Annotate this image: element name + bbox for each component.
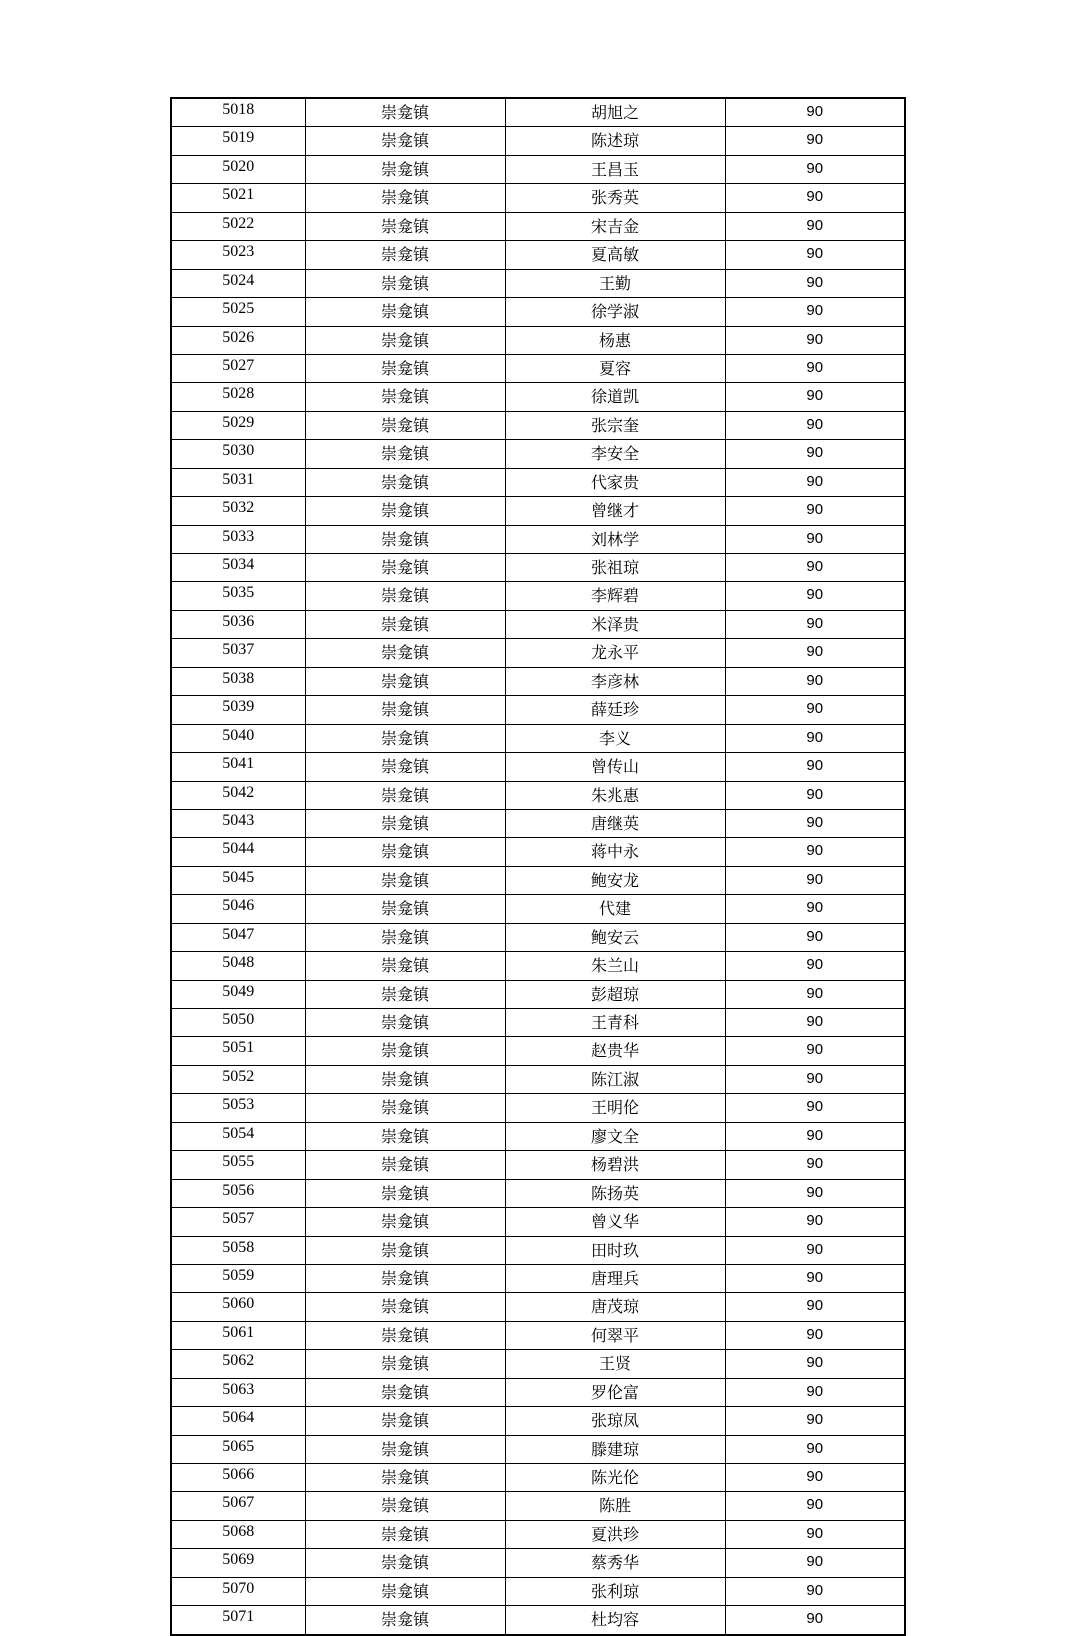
row-number-cell: 5021 bbox=[171, 184, 305, 212]
town-cell: 崇龛镇 bbox=[305, 554, 505, 582]
person-name-cell: 李安全 bbox=[505, 440, 725, 468]
score-cell: 90 bbox=[725, 326, 905, 354]
table-row bbox=[171, 753, 905, 781]
score-cell: 90 bbox=[725, 753, 905, 781]
town-cell: 崇龛镇 bbox=[305, 1122, 505, 1150]
person-name-cell: 王明伦 bbox=[505, 1094, 725, 1122]
score-cell: 90 bbox=[725, 1350, 905, 1378]
row-number-cell: 5053 bbox=[171, 1094, 305, 1122]
row-number-cell: 5020 bbox=[171, 155, 305, 183]
score-cell: 90 bbox=[725, 1037, 905, 1065]
person-name-cell: 唐理兵 bbox=[505, 1264, 725, 1292]
town-cell: 崇龛镇 bbox=[305, 1549, 505, 1577]
row-number-cell: 5034 bbox=[171, 554, 305, 582]
score-cell: 90 bbox=[725, 1549, 905, 1577]
score-cell: 90 bbox=[725, 1492, 905, 1520]
town-cell: 崇龛镇 bbox=[305, 1606, 505, 1635]
town-cell: 崇龛镇 bbox=[305, 1009, 505, 1037]
town-cell: 崇龛镇 bbox=[305, 1378, 505, 1406]
table-row bbox=[171, 1606, 905, 1635]
table-row bbox=[171, 838, 905, 866]
person-name-cell: 张琼凤 bbox=[505, 1407, 725, 1435]
table-row bbox=[171, 184, 905, 212]
town-cell: 崇龛镇 bbox=[305, 639, 505, 667]
town-cell: 崇龛镇 bbox=[305, 582, 505, 610]
score-cell: 90 bbox=[725, 1065, 905, 1093]
table-row bbox=[171, 1407, 905, 1435]
table-row bbox=[171, 1065, 905, 1093]
table-row bbox=[171, 1208, 905, 1236]
town-cell: 崇龛镇 bbox=[305, 1179, 505, 1207]
score-cell: 90 bbox=[725, 155, 905, 183]
town-cell: 崇龛镇 bbox=[305, 667, 505, 695]
table-row bbox=[171, 269, 905, 297]
person-name-cell: 蔡秀华 bbox=[505, 1549, 725, 1577]
town-cell: 崇龛镇 bbox=[305, 1520, 505, 1548]
row-number-cell: 5068 bbox=[171, 1520, 305, 1548]
town-cell: 崇龛镇 bbox=[305, 98, 505, 127]
town-cell: 崇龛镇 bbox=[305, 952, 505, 980]
table-row bbox=[171, 667, 905, 695]
town-cell: 崇龛镇 bbox=[305, 838, 505, 866]
person-name-cell: 朱兆惠 bbox=[505, 781, 725, 809]
row-number-cell: 5055 bbox=[171, 1151, 305, 1179]
person-name-cell: 杨惠 bbox=[505, 326, 725, 354]
table-row bbox=[171, 724, 905, 752]
town-cell: 崇龛镇 bbox=[305, 980, 505, 1008]
person-name-cell: 鲍安龙 bbox=[505, 866, 725, 894]
town-cell: 崇龛镇 bbox=[305, 1236, 505, 1264]
table-row bbox=[171, 809, 905, 837]
town-cell: 崇龛镇 bbox=[305, 1094, 505, 1122]
table-row bbox=[171, 354, 905, 382]
table-row bbox=[171, 554, 905, 582]
person-name-cell: 鲍安云 bbox=[505, 923, 725, 951]
row-number-cell: 5063 bbox=[171, 1378, 305, 1406]
person-name-cell: 宋吉金 bbox=[505, 212, 725, 240]
town-cell: 崇龛镇 bbox=[305, 468, 505, 496]
score-cell: 90 bbox=[725, 383, 905, 411]
town-cell: 崇龛镇 bbox=[305, 184, 505, 212]
person-name-cell: 王贤 bbox=[505, 1350, 725, 1378]
person-name-cell: 夏容 bbox=[505, 354, 725, 382]
row-number-cell: 5033 bbox=[171, 525, 305, 553]
person-name-cell: 蒋中永 bbox=[505, 838, 725, 866]
row-number-cell: 5035 bbox=[171, 582, 305, 610]
row-number-cell: 5027 bbox=[171, 354, 305, 382]
row-number-cell: 5052 bbox=[171, 1065, 305, 1093]
person-name-cell: 张宗奎 bbox=[505, 411, 725, 439]
town-cell: 崇龛镇 bbox=[305, 923, 505, 951]
person-name-cell: 赵贵华 bbox=[505, 1037, 725, 1065]
town-cell: 崇龛镇 bbox=[305, 298, 505, 326]
score-cell: 90 bbox=[725, 1407, 905, 1435]
town-cell: 崇龛镇 bbox=[305, 895, 505, 923]
person-name-cell: 李义 bbox=[505, 724, 725, 752]
table-row bbox=[171, 1378, 905, 1406]
score-cell: 90 bbox=[725, 212, 905, 240]
table-row bbox=[171, 155, 905, 183]
score-cell: 90 bbox=[725, 895, 905, 923]
roster-table-body bbox=[171, 98, 905, 1635]
score-cell: 90 bbox=[725, 610, 905, 638]
row-number-cell: 5026 bbox=[171, 326, 305, 354]
row-number-cell: 5031 bbox=[171, 468, 305, 496]
score-cell: 90 bbox=[725, 1378, 905, 1406]
score-cell: 90 bbox=[725, 354, 905, 382]
row-number-cell: 5039 bbox=[171, 696, 305, 724]
roster-table bbox=[170, 97, 906, 1636]
table-row bbox=[171, 241, 905, 269]
person-name-cell: 龙永平 bbox=[505, 639, 725, 667]
row-number-cell: 5023 bbox=[171, 241, 305, 269]
table-row bbox=[171, 1549, 905, 1577]
table-row bbox=[171, 1520, 905, 1548]
person-name-cell: 徐道凯 bbox=[505, 383, 725, 411]
score-cell: 90 bbox=[725, 1577, 905, 1605]
person-name-cell: 陈扬英 bbox=[505, 1179, 725, 1207]
row-number-cell: 5067 bbox=[171, 1492, 305, 1520]
person-name-cell: 陈江淑 bbox=[505, 1065, 725, 1093]
row-number-cell: 5043 bbox=[171, 809, 305, 837]
table-row bbox=[171, 326, 905, 354]
row-number-cell: 5018 bbox=[171, 98, 305, 127]
table-row bbox=[171, 696, 905, 724]
score-cell: 90 bbox=[725, 525, 905, 553]
table-row bbox=[171, 781, 905, 809]
town-cell: 崇龛镇 bbox=[305, 1407, 505, 1435]
town-cell: 崇龛镇 bbox=[305, 1321, 505, 1349]
table-row bbox=[171, 98, 905, 127]
score-cell: 90 bbox=[725, 923, 905, 951]
town-cell: 崇龛镇 bbox=[305, 497, 505, 525]
town-cell: 崇龛镇 bbox=[305, 241, 505, 269]
table-row bbox=[171, 639, 905, 667]
row-number-cell: 5040 bbox=[171, 724, 305, 752]
score-cell: 90 bbox=[725, 241, 905, 269]
person-name-cell: 朱兰山 bbox=[505, 952, 725, 980]
town-cell: 崇龛镇 bbox=[305, 127, 505, 155]
row-number-cell: 5030 bbox=[171, 440, 305, 468]
table-row bbox=[171, 582, 905, 610]
person-name-cell: 夏洪珍 bbox=[505, 1520, 725, 1548]
town-cell: 崇龛镇 bbox=[305, 1208, 505, 1236]
row-number-cell: 5050 bbox=[171, 1009, 305, 1037]
row-number-cell: 5056 bbox=[171, 1179, 305, 1207]
person-name-cell: 王昌玉 bbox=[505, 155, 725, 183]
town-cell: 崇龛镇 bbox=[305, 383, 505, 411]
score-cell: 90 bbox=[725, 269, 905, 297]
score-cell: 90 bbox=[725, 98, 905, 127]
score-cell: 90 bbox=[725, 184, 905, 212]
row-number-cell: 5038 bbox=[171, 667, 305, 695]
score-cell: 90 bbox=[725, 440, 905, 468]
town-cell: 崇龛镇 bbox=[305, 411, 505, 439]
row-number-cell: 5047 bbox=[171, 923, 305, 951]
score-cell: 90 bbox=[725, 1179, 905, 1207]
score-cell: 90 bbox=[725, 411, 905, 439]
row-number-cell: 5032 bbox=[171, 497, 305, 525]
score-cell: 90 bbox=[725, 1606, 905, 1635]
town-cell: 崇龛镇 bbox=[305, 440, 505, 468]
town-cell: 崇龛镇 bbox=[305, 525, 505, 553]
row-number-cell: 5065 bbox=[171, 1435, 305, 1463]
town-cell: 崇龛镇 bbox=[305, 155, 505, 183]
row-number-cell: 5045 bbox=[171, 866, 305, 894]
row-number-cell: 5041 bbox=[171, 753, 305, 781]
row-number-cell: 5071 bbox=[171, 1606, 305, 1635]
person-name-cell: 张秀英 bbox=[505, 184, 725, 212]
person-name-cell: 何翠平 bbox=[505, 1321, 725, 1349]
town-cell: 崇龛镇 bbox=[305, 1037, 505, 1065]
town-cell: 崇龛镇 bbox=[305, 1577, 505, 1605]
town-cell: 崇龛镇 bbox=[305, 610, 505, 638]
person-name-cell: 夏高敏 bbox=[505, 241, 725, 269]
score-cell: 90 bbox=[725, 497, 905, 525]
score-cell: 90 bbox=[725, 1321, 905, 1349]
person-name-cell: 代家贵 bbox=[505, 468, 725, 496]
person-name-cell: 刘林学 bbox=[505, 525, 725, 553]
score-cell: 90 bbox=[725, 1464, 905, 1492]
score-cell: 90 bbox=[725, 1094, 905, 1122]
table-row bbox=[171, 497, 905, 525]
table-row bbox=[171, 1151, 905, 1179]
score-cell: 90 bbox=[725, 667, 905, 695]
town-cell: 崇龛镇 bbox=[305, 809, 505, 837]
table-row bbox=[171, 1321, 905, 1349]
row-number-cell: 5066 bbox=[171, 1464, 305, 1492]
score-cell: 90 bbox=[725, 1122, 905, 1150]
row-number-cell: 5060 bbox=[171, 1293, 305, 1321]
score-cell: 90 bbox=[725, 838, 905, 866]
person-name-cell: 杜均容 bbox=[505, 1606, 725, 1635]
table-row bbox=[171, 411, 905, 439]
table-row bbox=[171, 1577, 905, 1605]
town-cell: 崇龛镇 bbox=[305, 212, 505, 240]
person-name-cell: 曾义华 bbox=[505, 1208, 725, 1236]
town-cell: 崇龛镇 bbox=[305, 269, 505, 297]
person-name-cell: 王青科 bbox=[505, 1009, 725, 1037]
score-cell: 90 bbox=[725, 781, 905, 809]
person-name-cell: 滕建琼 bbox=[505, 1435, 725, 1463]
person-name-cell: 王勤 bbox=[505, 269, 725, 297]
score-cell: 90 bbox=[725, 1264, 905, 1292]
score-cell: 90 bbox=[725, 1208, 905, 1236]
score-cell: 90 bbox=[725, 639, 905, 667]
row-number-cell: 5024 bbox=[171, 269, 305, 297]
table-row bbox=[171, 923, 905, 951]
person-name-cell: 罗伦富 bbox=[505, 1378, 725, 1406]
score-cell: 90 bbox=[725, 1520, 905, 1548]
table-row bbox=[171, 1037, 905, 1065]
person-name-cell: 徐学淑 bbox=[505, 298, 725, 326]
row-number-cell: 5057 bbox=[171, 1208, 305, 1236]
table-row bbox=[171, 1492, 905, 1520]
score-cell: 90 bbox=[725, 724, 905, 752]
table-row bbox=[171, 383, 905, 411]
table-row bbox=[171, 298, 905, 326]
town-cell: 崇龛镇 bbox=[305, 1492, 505, 1520]
table-row bbox=[171, 1094, 905, 1122]
person-name-cell: 李辉碧 bbox=[505, 582, 725, 610]
town-cell: 崇龛镇 bbox=[305, 866, 505, 894]
score-cell: 90 bbox=[725, 1435, 905, 1463]
table-row bbox=[171, 440, 905, 468]
row-number-cell: 5025 bbox=[171, 298, 305, 326]
person-name-cell: 杨碧洪 bbox=[505, 1151, 725, 1179]
row-number-cell: 5064 bbox=[171, 1407, 305, 1435]
town-cell: 崇龛镇 bbox=[305, 724, 505, 752]
score-cell: 90 bbox=[725, 866, 905, 894]
person-name-cell: 米泽贵 bbox=[505, 610, 725, 638]
row-number-cell: 5019 bbox=[171, 127, 305, 155]
person-name-cell: 陈光伦 bbox=[505, 1464, 725, 1492]
row-number-cell: 5070 bbox=[171, 1577, 305, 1605]
score-cell: 90 bbox=[725, 127, 905, 155]
table-row bbox=[171, 1236, 905, 1264]
town-cell: 崇龛镇 bbox=[305, 1435, 505, 1463]
row-number-cell: 5036 bbox=[171, 610, 305, 638]
table-row bbox=[171, 1122, 905, 1150]
table-row bbox=[171, 980, 905, 1008]
row-number-cell: 5022 bbox=[171, 212, 305, 240]
town-cell: 崇龛镇 bbox=[305, 1151, 505, 1179]
score-cell: 90 bbox=[725, 696, 905, 724]
row-number-cell: 5044 bbox=[171, 838, 305, 866]
score-cell: 90 bbox=[725, 952, 905, 980]
score-cell: 90 bbox=[725, 1009, 905, 1037]
town-cell: 崇龛镇 bbox=[305, 696, 505, 724]
row-number-cell: 5062 bbox=[171, 1350, 305, 1378]
table-row bbox=[171, 212, 905, 240]
town-cell: 崇龛镇 bbox=[305, 1264, 505, 1292]
person-name-cell: 陈胜 bbox=[505, 1492, 725, 1520]
score-cell: 90 bbox=[725, 1236, 905, 1264]
row-number-cell: 5054 bbox=[171, 1122, 305, 1150]
score-cell: 90 bbox=[725, 554, 905, 582]
score-cell: 90 bbox=[725, 468, 905, 496]
row-number-cell: 5061 bbox=[171, 1321, 305, 1349]
table-row bbox=[171, 1435, 905, 1463]
person-name-cell: 陈述琼 bbox=[505, 127, 725, 155]
score-cell: 90 bbox=[725, 298, 905, 326]
row-number-cell: 5042 bbox=[171, 781, 305, 809]
row-number-cell: 5046 bbox=[171, 895, 305, 923]
person-name-cell: 张利琼 bbox=[505, 1577, 725, 1605]
person-name-cell: 李彦林 bbox=[505, 667, 725, 695]
row-number-cell: 5028 bbox=[171, 383, 305, 411]
row-number-cell: 5069 bbox=[171, 1549, 305, 1577]
score-cell: 90 bbox=[725, 980, 905, 1008]
table-row bbox=[171, 1293, 905, 1321]
town-cell: 崇龛镇 bbox=[305, 326, 505, 354]
table-row bbox=[171, 866, 905, 894]
score-cell: 90 bbox=[725, 582, 905, 610]
table-row bbox=[171, 1179, 905, 1207]
table-row bbox=[171, 895, 905, 923]
table-row bbox=[171, 468, 905, 496]
town-cell: 崇龛镇 bbox=[305, 1464, 505, 1492]
score-cell: 90 bbox=[725, 809, 905, 837]
table-row bbox=[171, 1009, 905, 1037]
town-cell: 崇龛镇 bbox=[305, 1293, 505, 1321]
row-number-cell: 5058 bbox=[171, 1236, 305, 1264]
table-row bbox=[171, 525, 905, 553]
town-cell: 崇龛镇 bbox=[305, 1350, 505, 1378]
person-name-cell: 代建 bbox=[505, 895, 725, 923]
row-number-cell: 5059 bbox=[171, 1264, 305, 1292]
person-name-cell: 胡旭之 bbox=[505, 98, 725, 127]
town-cell: 崇龛镇 bbox=[305, 1065, 505, 1093]
town-cell: 崇龛镇 bbox=[305, 753, 505, 781]
person-name-cell: 田时玖 bbox=[505, 1236, 725, 1264]
person-name-cell: 彭超琼 bbox=[505, 980, 725, 1008]
row-number-cell: 5048 bbox=[171, 952, 305, 980]
table-row bbox=[171, 1350, 905, 1378]
row-number-cell: 5029 bbox=[171, 411, 305, 439]
person-name-cell: 曾传山 bbox=[505, 753, 725, 781]
score-cell: 90 bbox=[725, 1293, 905, 1321]
person-name-cell: 唐茂琼 bbox=[505, 1293, 725, 1321]
row-number-cell: 5037 bbox=[171, 639, 305, 667]
table-row bbox=[171, 1264, 905, 1292]
row-number-cell: 5051 bbox=[171, 1037, 305, 1065]
row-number-cell: 5049 bbox=[171, 980, 305, 1008]
score-cell: 90 bbox=[725, 1151, 905, 1179]
table-row bbox=[171, 1464, 905, 1492]
person-name-cell: 廖文全 bbox=[505, 1122, 725, 1150]
person-name-cell: 薛廷珍 bbox=[505, 696, 725, 724]
table-row bbox=[171, 127, 905, 155]
person-name-cell: 张祖琼 bbox=[505, 554, 725, 582]
table-row bbox=[171, 610, 905, 638]
town-cell: 崇龛镇 bbox=[305, 354, 505, 382]
person-name-cell: 曾继才 bbox=[505, 497, 725, 525]
table-row bbox=[171, 952, 905, 980]
town-cell: 崇龛镇 bbox=[305, 781, 505, 809]
person-name-cell: 唐继英 bbox=[505, 809, 725, 837]
